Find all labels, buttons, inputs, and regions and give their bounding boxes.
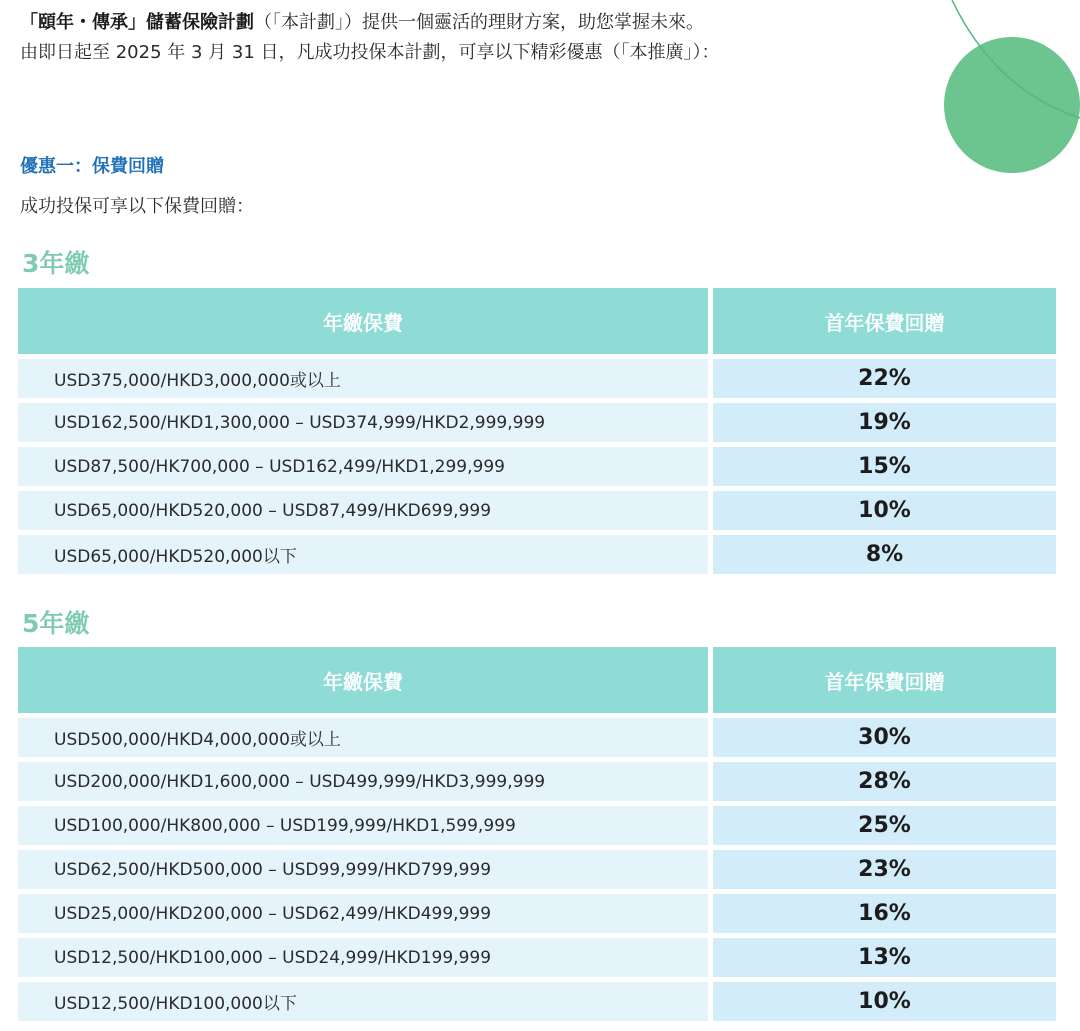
column-header-annual-premium: 年繳保費 bbox=[18, 647, 708, 713]
rebate-percent-cell: 16% bbox=[708, 894, 1056, 933]
table-header-row bbox=[18, 288, 1056, 354]
premium-range-cell: USD87,500/HK700,000 – USD162,499/HKD1,299,999 bbox=[18, 447, 708, 486]
rebate-percent-cell: 10% bbox=[708, 491, 1056, 530]
rebate-percent-cell: 8% bbox=[708, 535, 1056, 574]
intro-paragraph bbox=[20, 8, 720, 68]
table-header-row bbox=[18, 647, 1056, 713]
premium-range-cell: USD500,000/HKD4,000,000或以上 bbox=[18, 718, 708, 757]
rebate-percent-cell: 30% bbox=[708, 718, 1056, 757]
premium-range-cell: USD162,500/HKD1,300,000 – USD374,999/HKD2,999,999 bbox=[18, 403, 708, 442]
rebate-percent-cell: 28% bbox=[708, 762, 1056, 801]
premium-range-cell: USD100,000/HK800,000 – USD199,999/HKD1,599,999 bbox=[18, 806, 708, 845]
column-header-first-year-rebate: 首年保費回贈 bbox=[708, 647, 1056, 713]
table-row bbox=[18, 762, 1056, 801]
rebate-percent-cell: 15% bbox=[708, 447, 1056, 486]
intro-line-1 bbox=[20, 8, 720, 38]
table-row bbox=[18, 982, 1056, 1021]
table-row bbox=[18, 894, 1056, 933]
offer-1-description: 成功投保可享以下保費回贈： bbox=[20, 196, 254, 217]
premium-range-cell: USD12,500/HKD100,000 – USD24,999/HKD199,999 bbox=[18, 938, 708, 977]
table-row bbox=[18, 938, 1056, 977]
premium-range-cell: USD62,500/HKD500,000 – USD99,999/HKD799,999 bbox=[18, 850, 708, 889]
rebate-percent-cell: 10% bbox=[708, 982, 1056, 1021]
premium-range-cell: USD65,000/HKD520,000以下 bbox=[18, 535, 708, 574]
premium-range-cell: USD12,500/HKD100,000以下 bbox=[18, 982, 708, 1021]
green-circle bbox=[944, 37, 1080, 173]
intro-line-1-text: （「本計劃」）提供一個靈活的理財方案，助您掌握未來。 bbox=[254, 12, 704, 33]
rebate-percent-cell: 22% bbox=[708, 359, 1056, 398]
offer-1-title: 優惠一：保費回贈 bbox=[20, 156, 164, 177]
table-row bbox=[18, 447, 1056, 486]
rebate-table-5-year bbox=[18, 642, 1056, 1026]
plan-name: 「頤年・傳承」儲蓄保險計劃 bbox=[20, 12, 254, 33]
table-body-5-year bbox=[18, 718, 1056, 1021]
table-row bbox=[18, 806, 1056, 845]
table-row bbox=[18, 850, 1056, 889]
rebate-percent-cell: 19% bbox=[708, 403, 1056, 442]
premium-range-cell: USD25,000/HKD200,000 – USD62,499/HKD499,999 bbox=[18, 894, 708, 933]
table-row bbox=[18, 718, 1056, 757]
column-header-annual-premium: 年繳保費 bbox=[18, 288, 708, 354]
table-row bbox=[18, 535, 1056, 574]
table-row bbox=[18, 359, 1056, 398]
premium-range-cell: USD65,000/HKD520,000 – USD87,499/HKD699,999 bbox=[18, 491, 708, 530]
section-title-5-year: 5年繳 bbox=[22, 609, 90, 638]
rebate-percent-cell: 13% bbox=[708, 938, 1056, 977]
section-title-3-year: 3年繳 bbox=[22, 249, 90, 278]
rebate-percent-cell: 25% bbox=[708, 806, 1056, 845]
column-header-first-year-rebate: 首年保費回贈 bbox=[708, 288, 1056, 354]
rebate-percent-cell: 23% bbox=[708, 850, 1056, 889]
rebate-table-3-year bbox=[18, 283, 1056, 579]
table-body-3-year bbox=[18, 359, 1056, 574]
intro-line-2: 由即日起至 2025 年 3 月 31 日，凡成功投保本計劃，可享以下精彩優惠（「本推廣」）： bbox=[20, 42, 720, 63]
premium-range-cell: USD375,000/HKD3,000,000或以上 bbox=[18, 359, 708, 398]
premium-range-cell: USD200,000/HKD1,600,000 – USD499,999/HKD3,999,999 bbox=[18, 762, 708, 801]
table-row bbox=[18, 403, 1056, 442]
table-row bbox=[18, 491, 1056, 530]
